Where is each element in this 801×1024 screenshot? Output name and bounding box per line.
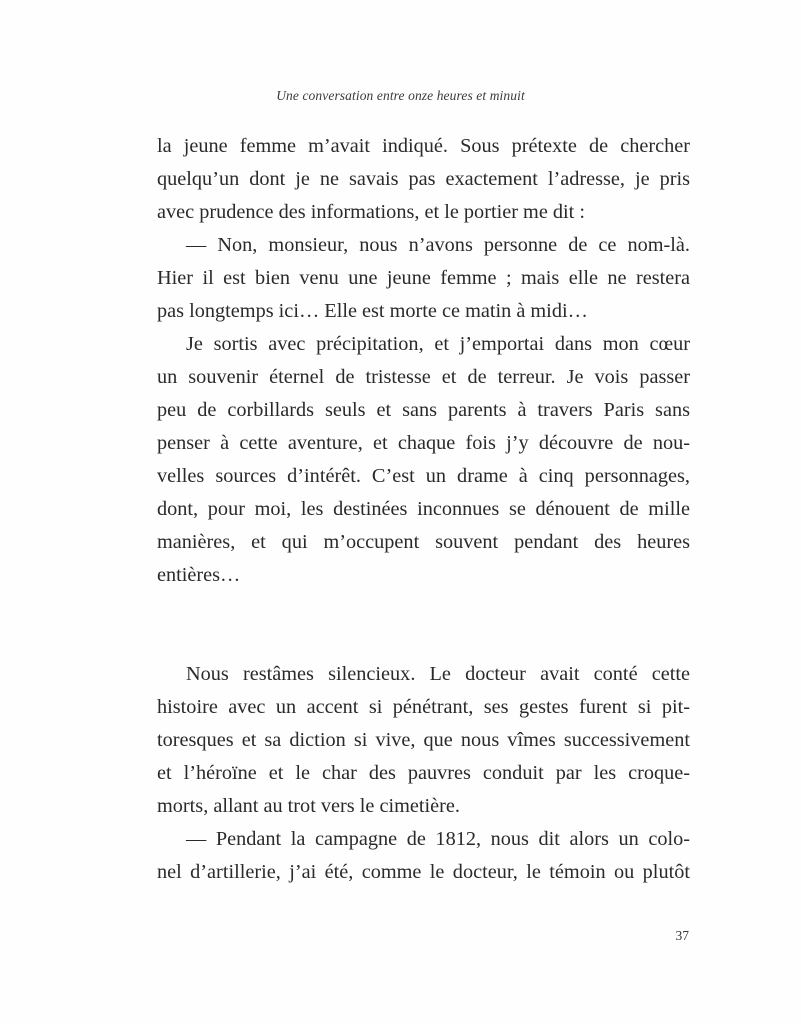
text-line: toresques et sa diction si vive, que nous vîmes successivement [157,729,690,751]
text-line: penser à cette aventure, et chaque fois j’y découvre de nou- [157,432,690,454]
text-line: manières, et qui m’occupent souvent pendant des heures [157,531,690,553]
text-section-1 [157,130,690,592]
text-line: histoire avec un accent si pénétrant, ses gestes furent si pit- [157,696,690,718]
text-line: avec prudence des informations, et le portier me dit : [157,201,586,223]
text-line: peu de corbillards seuls et sans parents à travers Paris sans [157,399,690,421]
running-head: Une conversation entre onze heures et minuit [276,88,525,103]
text-line: Nous restâmes silencieux. Le docteur avait conté cette [186,663,690,685]
text-line: nel d’artillerie, j’ai été, comme le docteur, le témoin ou plutôt [157,861,690,883]
text-line: morts, allant au trot vers le cimetière. [157,795,460,817]
text-line: — Non, monsieur, nous n’avons personne de ce nom-là. [186,234,690,256]
text-line: quelqu’un dont je ne savais pas exactement l’adresse, je pris [157,168,690,190]
text-line: velles sources d’intérêt. C’est un drame à cinq personnages, [157,465,690,487]
text-line: Hier il est bien venu une jeune femme ; mais elle ne restera [157,267,690,289]
text-line: pas longtemps ici… Elle est morte ce matin à midi… [157,300,588,322]
section-break [157,592,690,658]
text-section-2 [157,658,690,889]
text-line: Je sortis avec précipitation, et j’emportai dans mon cœur [186,333,690,355]
text-line: et l’héroïne et le char des pauvres conduit par les croque- [157,762,690,784]
text-line: dont, pour moi, les destinées inconnues se dénouent de mille [157,498,690,520]
body-text [157,130,690,889]
text-line: entières… [157,564,241,586]
text-line: la jeune femme m’avait indiqué. Sous prétexte de chercher [157,135,690,157]
text-line: un souvenir éternel de tristesse et de terreur. Je vois passer [157,366,690,388]
text-line: — Pendant la campagne de 1812, nous dit alors un colo- [186,828,690,850]
page-number: 37 [675,928,689,943]
